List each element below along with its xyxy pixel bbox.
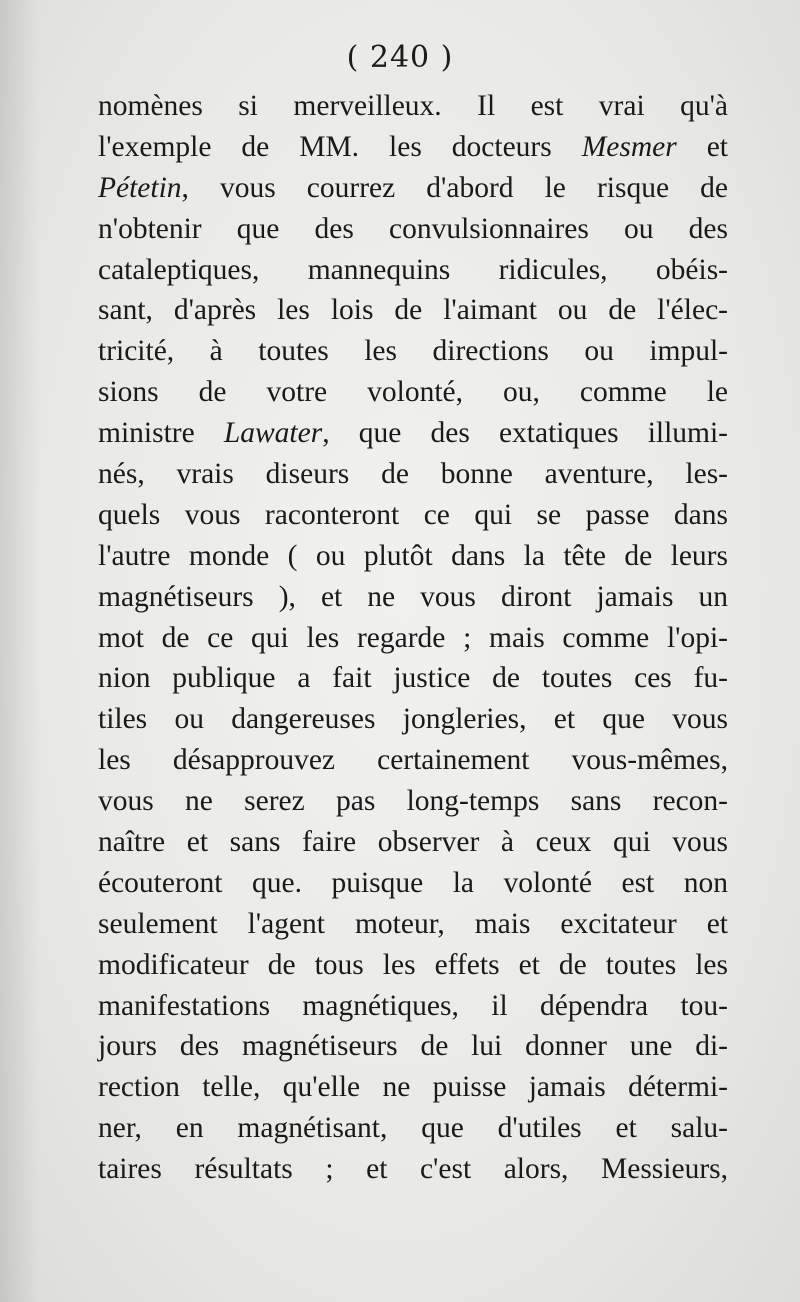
- text-line: l'autre monde ( ou plutôt dans la tête de leurs: [98, 539, 728, 572]
- text-line: mot de ce qui les regarde ; mais comme l'opi-: [98, 621, 728, 654]
- text-line: cataleptiques, mannequins ridicules, obéis-: [98, 253, 728, 286]
- text-line: vous ne serez pas long-temps sans recon-: [98, 785, 728, 818]
- page-number: ( 240 ): [346, 40, 454, 75]
- text-line: rection telle, qu'elle ne puisse jamais détermi-: [98, 1071, 728, 1104]
- text-line: les désapprouvez certainement vous-mêmes,: [98, 744, 728, 777]
- text-line: manifestations magnétiques, il dépendra tou-: [98, 989, 728, 1022]
- text-line: ministre Lawater, que des extatiques illumi-: [98, 417, 728, 450]
- text-line: jours des magnétiseurs de lui donner une di-: [98, 1030, 728, 1063]
- text-line: magnétiseurs ), et ne vous diront jamais un: [98, 580, 728, 613]
- text-line: écouteront que. puisque la volonté est non: [98, 866, 728, 899]
- body-text: [98, 86, 728, 1190]
- text-line: quels vous raconteront ce qui se passe dans: [98, 498, 728, 531]
- text-line: modificateur de tous les effets et de toutes les: [98, 948, 728, 981]
- text-line: naître et sans faire observer à ceux qui vous: [98, 826, 728, 859]
- text-line: seulement l'agent moteur, mais excitateur et: [98, 907, 728, 940]
- text-line: tiles ou dangereuses jongleries, et que vous: [98, 703, 728, 736]
- text-line: sant, d'après les lois de l'aimant ou de l'élec-: [98, 294, 728, 327]
- text-line: tricité, à toutes les directions ou impul-: [98, 335, 728, 368]
- text-line: nomènes si merveilleux. Il est vrai qu'à: [98, 90, 728, 122]
- spine-shadow: [0, 0, 40, 1302]
- text-line: ner, en magnétisant, que d'utiles et salu-: [98, 1112, 728, 1145]
- text-line: nés, vrais diseurs de bonne aventure, les-: [98, 458, 728, 491]
- text-line: sions de votre volonté, ou, comme le: [98, 376, 728, 409]
- text-line: Pétetin, vous courrez d'abord le risque de: [98, 171, 728, 204]
- text-line: n'obtenir que des convulsionnaires ou des: [98, 212, 728, 245]
- text-line: nion publique a fait justice de toutes ces fu-: [98, 662, 728, 695]
- text-line: taires résultats ; et c'est alors, Messieurs,: [98, 1153, 728, 1186]
- text-line: l'exemple de MM. les docteurs Mesmer et: [98, 130, 728, 163]
